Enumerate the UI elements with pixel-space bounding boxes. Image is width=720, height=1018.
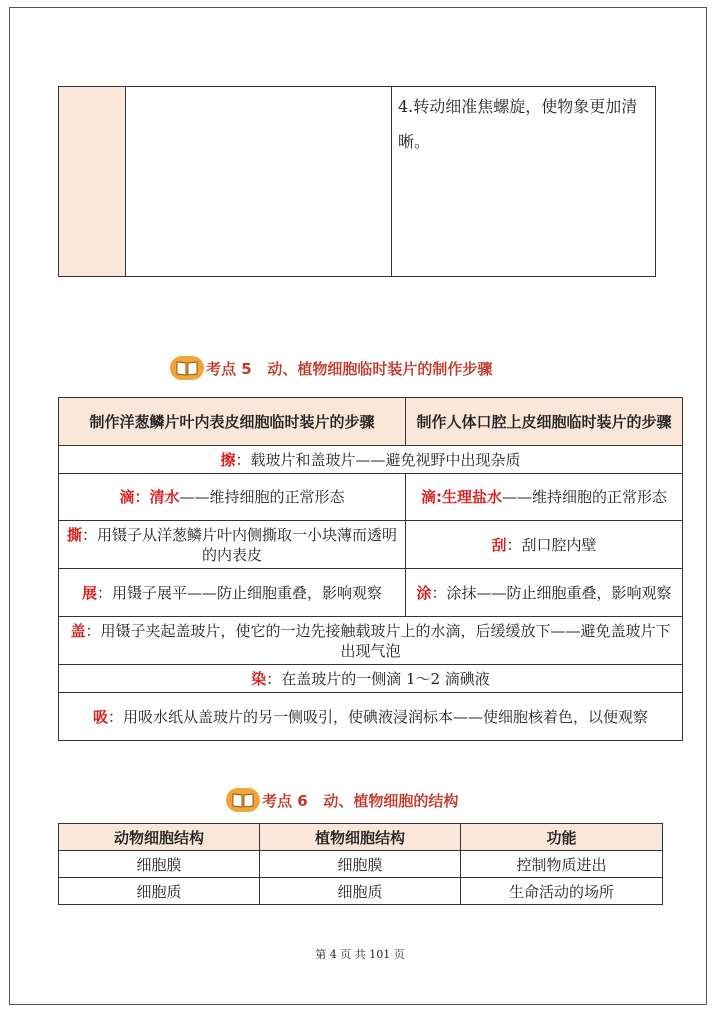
step-key: 染: [251, 669, 267, 688]
step-row-cover: [59, 617, 683, 665]
prep-steps-table: [58, 397, 683, 741]
header-onion: 制作洋葱鳞片叶内表皮细胞临时装片的步骤: [59, 398, 406, 446]
step-row-stain: [59, 665, 683, 693]
step-key: 擦: [220, 450, 236, 469]
continuation-table: [58, 86, 656, 277]
continuation-step-cell: 4.转动细准焦螺旋，使物象更加清晰。: [392, 87, 656, 277]
step-key: 撕: [66, 525, 82, 544]
table-row: 细胞质 细胞质 生命活动的场所: [59, 878, 663, 905]
section5-heading: [170, 356, 492, 380]
section6-title: 考点 6 动、植物细胞的结构: [262, 791, 459, 810]
step-text: ——维持细胞的正常形态: [501, 488, 667, 506]
cell-structure-table: [58, 823, 663, 905]
section6-heading: [226, 788, 458, 812]
step-row-spread: [59, 569, 683, 617]
step-text: ——维持细胞的正常形态: [179, 488, 345, 506]
step-text: ：涂抹——防止细胞重叠，影响观察: [431, 583, 672, 602]
step-text: ：用镊子从洋葱鳞片叶内侧撕取一小块薄而透明的内表皮: [82, 525, 398, 564]
header-cheek: 制作人体口腔上皮细胞临时装片的步骤: [406, 398, 683, 446]
step-text: ：在盖玻片的一侧滴 1～2 滴碘液: [266, 669, 490, 688]
step-row-tear: [59, 521, 683, 569]
step-text: ：载玻片和盖玻片——避免视野中出现杂质: [235, 450, 521, 469]
continuation-empty-cell: [126, 87, 392, 277]
step-row-drop: [59, 474, 683, 521]
page-footer: 第 4 页 共 101 页: [315, 948, 405, 961]
step-key: 滴：清水: [119, 488, 180, 506]
step-key: 展: [81, 583, 97, 602]
step-text: ：用镊子夹起盖玻片，使它的一边先接触载玻片上的水滴，后缓缓放下——避免盖玻片下出现气泡: [85, 621, 671, 660]
step-text: ：刮口腔内壁: [506, 535, 597, 554]
step-row-wipe: [59, 446, 683, 474]
step-key: 刮: [491, 535, 507, 554]
prep-steps-header-row: [59, 398, 683, 446]
header-plant: 植物细胞结构: [260, 824, 461, 851]
structure-header-row: [59, 824, 663, 851]
step-key: 滴:生理盐水: [420, 488, 502, 506]
book-icon: [226, 788, 260, 812]
header-animal: 动物细胞结构: [59, 824, 260, 851]
continuation-label-cell: [59, 87, 126, 277]
step-key: 涂: [416, 583, 432, 602]
step-text: ：用镊子展平——防止细胞重叠，影响观察: [97, 583, 383, 602]
table-row: 细胞膜 细胞膜 控制物质进出: [59, 851, 663, 878]
step-row-absorb: [59, 693, 683, 741]
header-function: 功能: [461, 824, 663, 851]
section5-title: 考点 5 动、植物细胞临时装片的制作步骤: [206, 359, 493, 378]
step-key: 吸: [92, 707, 108, 726]
step-text: ：用吸水纸从盖玻片的另一侧吸引，使碘液浸润标本——使细胞核着色，以便观察: [108, 707, 649, 726]
book-icon: [170, 356, 204, 380]
step-key: 盖: [70, 621, 86, 640]
